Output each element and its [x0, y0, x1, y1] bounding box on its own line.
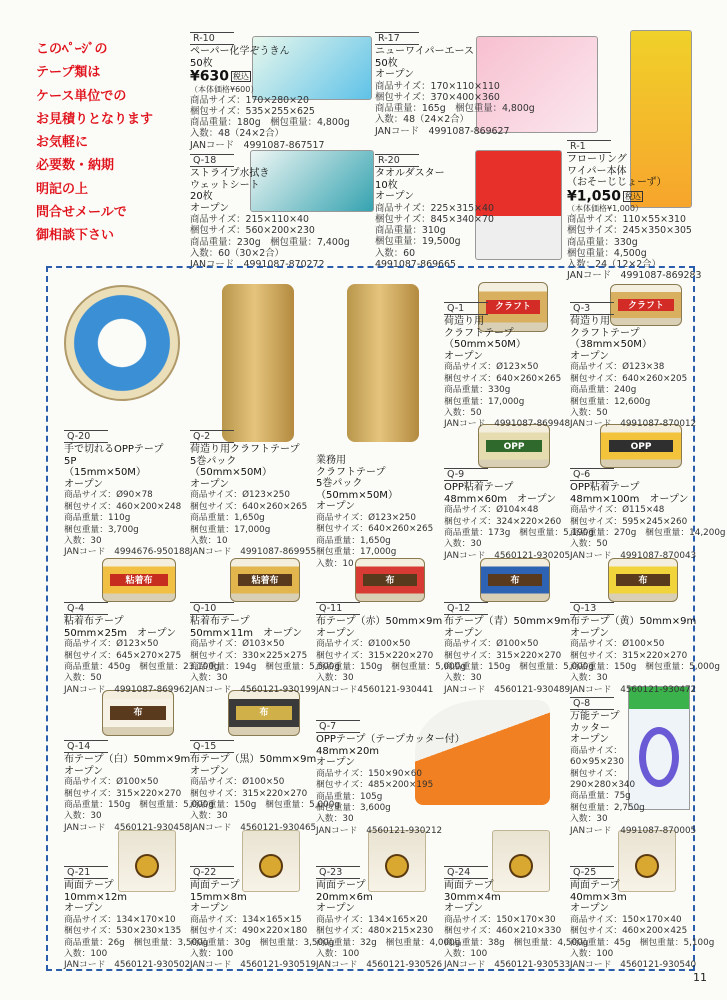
spec-line: 入数：30	[444, 539, 482, 550]
spec-line: 商品サイズ：	[570, 745, 623, 756]
product-code: Q-8	[570, 697, 614, 710]
product-name-line: 50mm×11m オープン	[190, 627, 303, 639]
product-name-line: （50mm×50M）	[444, 339, 526, 351]
product-name-line: 両面テープ	[64, 880, 114, 891]
spec-line: 梱包重量：4,500g	[567, 247, 647, 259]
spec-line: JANコード 4991087-870005	[570, 825, 697, 836]
product-name-line: 荷造り用	[444, 316, 484, 327]
spec-line: 入数：100	[444, 949, 488, 959]
product-name-line: カッター	[570, 722, 610, 734]
product-item	[444, 866, 588, 972]
spec-line: 商品重量：45g 梱包重量：5,100g	[570, 937, 715, 948]
spec-line: 梱包サイズ：480×215×230	[316, 926, 434, 937]
spec-line: 入数：50	[444, 408, 482, 418]
product-name-line: オープン	[375, 69, 415, 80]
product-name-line: 布テープ（黄）50mm×9m	[570, 616, 697, 627]
spec-line: 商品重量：105g	[316, 791, 383, 802]
spec-line: JANコード 4560121-930502	[64, 960, 191, 971]
product-name-line: オープン	[190, 765, 230, 777]
spec-line: 入数：30	[64, 811, 102, 822]
spec-line: 入数：60（30×2合）	[190, 247, 284, 259]
product-name-line: 両面テープ	[444, 880, 494, 891]
spec-line: 入数：30	[190, 673, 228, 684]
product-item	[444, 302, 570, 431]
notice-line: 御相談下さい	[36, 228, 115, 244]
spec-line: 梱包重量：3,700g	[64, 524, 139, 535]
spec-line: JANコード 4560121-930489	[444, 684, 571, 695]
opp-adhesive-tape-60m-image: OPP	[478, 424, 550, 468]
spec-line: 商品サイズ：Ø123×50	[64, 639, 159, 650]
spec-line: 商品サイズ：Ø123×38	[570, 362, 665, 373]
product-name-line: オープン	[570, 350, 610, 362]
product-name-line: 5P	[64, 455, 77, 467]
spec-line: JANコード 4991087-869962	[64, 684, 191, 695]
spec-line: 商品重量：194g 梱包重量：5,500g	[190, 662, 340, 672]
product-code: Q-18	[190, 154, 234, 167]
product-name-line: 5巻パック	[316, 478, 363, 490]
cloth-tape-blue-image: 布	[480, 558, 550, 602]
spec-line: JANコード 4560121-930519	[190, 960, 317, 971]
product-code: Q-15	[190, 740, 234, 753]
spec-line: 商品重量：330g	[444, 385, 511, 396]
spec-line: 290×280×340	[570, 780, 636, 790]
product-name-line: 20枚	[190, 191, 213, 202]
spec-line: 60×95×230	[570, 757, 624, 768]
product-code: Q-13	[570, 602, 614, 615]
spec-line: JANコード 4560121-930472	[570, 684, 697, 695]
product-name-line: 布テープ（青）50mm×9m	[444, 616, 571, 627]
spec-line: 商品サイズ：150×170×40	[570, 914, 682, 925]
spec-line: 商品サイズ：170×280×20	[190, 94, 309, 106]
spec-line: 梱包サイズ：485×200×195	[316, 780, 434, 791]
product-name-line: （50mm×50M）	[190, 467, 272, 479]
spec-line: 梱包サイズ：595×245×260	[570, 516, 688, 527]
spec-line: 商品重量：32g 梱包重量：4,000g	[316, 937, 461, 948]
cloth-tape-25m-image: 粘着布	[102, 558, 176, 602]
product-name-line: OPPテープ（テープカッター付）	[316, 734, 465, 745]
product-code: Q-12	[444, 602, 488, 615]
spec-line: 4991087-869665	[375, 258, 456, 270]
spec-line: 梱包サイズ：560×200×230	[190, 225, 315, 237]
spec-line: 商品サイズ：225×315×40	[375, 202, 494, 214]
product-item	[570, 697, 696, 837]
spec-line: 梱包重量：12,600g	[570, 396, 651, 407]
product-name-line: 10枚	[375, 179, 398, 191]
spec-line: JANコード 4560121-930458	[64, 822, 191, 833]
product-name-line: ストライプ水拭き	[190, 168, 270, 179]
spec-line: 商品重量：1,650g	[190, 513, 265, 524]
spec-line: 商品重量：26g 梱包重量：3,500g	[64, 937, 209, 948]
spec-line: 商品重量：230g 梱包重量：7,400g	[190, 236, 350, 248]
spec-line: 商品サイズ：134×165×20	[316, 914, 428, 925]
notice-line: このﾍﾟｰｼﾞの	[36, 42, 108, 57]
cloth-tape-white-image: 布	[102, 690, 174, 736]
product-item	[316, 866, 460, 972]
cloth-tape-red-image: 布	[355, 558, 425, 602]
product-item	[570, 602, 720, 696]
spec-line: 入数：30	[570, 814, 608, 825]
spec-line: 入数：100	[64, 949, 108, 959]
spec-line: 入数：100	[190, 949, 234, 959]
spec-line: 商品重量：310g	[375, 225, 446, 237]
product-name-line: 48mm×20m	[316, 745, 380, 757]
product-name-line: 荷造り用	[570, 316, 610, 327]
product-name-line: 30mm×4m	[444, 891, 501, 903]
spec-line: 商品重量：330g	[567, 236, 638, 248]
product-name-line: 48mm×100m オープン	[570, 493, 689, 505]
product-code: Q-21	[64, 866, 108, 879]
spec-line: 梱包サイズ：845×340×70	[375, 213, 494, 225]
tax-badge: 税込	[625, 191, 642, 201]
product-name-line: オープン	[64, 765, 104, 777]
spec-line: JANコード 4560121-930212	[316, 825, 443, 836]
spec-line: 梱包サイズ：330×225×275	[190, 650, 308, 661]
spec-line: 入数：48（24×2合）	[190, 128, 284, 140]
product-code: Q-4	[64, 602, 108, 615]
product-name-line: オープン	[570, 627, 610, 639]
product-name-line: ウェットシート	[190, 179, 260, 191]
product-code: R-20	[375, 154, 419, 167]
notice-line: ケース単位での	[36, 88, 127, 104]
spec-line: JANコード 4991087-869948	[444, 419, 571, 430]
product-item	[375, 32, 535, 137]
product-code: Q-23	[316, 866, 360, 879]
spec-line: 商品サイズ：215×110×40	[190, 214, 309, 225]
product-price	[190, 69, 350, 85]
product-name-line: 40mm×3m	[570, 891, 627, 903]
spec-line: JANコード 4560121-930205	[444, 550, 571, 561]
product-code: Q-11	[316, 602, 360, 615]
spec-line: JANコード 4991087-869955	[190, 547, 317, 558]
product-name-line: クラフトテープ	[316, 466, 386, 478]
product-name-line: オープン	[444, 903, 484, 915]
product-name-line: オープン	[64, 903, 104, 915]
price-before-tax: （本体価格¥1,000）	[567, 204, 643, 213]
product-code: R-17	[375, 32, 419, 45]
spec-line: 商品サイズ：Ø104×48	[444, 505, 539, 516]
product-name-line: 50枚	[375, 57, 398, 69]
spec-line: 梱包サイズ：535×255×625	[190, 105, 315, 117]
spec-line: 梱包サイズ：530×230×135	[64, 926, 182, 937]
spec-line: JANコード4560121-930441	[316, 684, 434, 695]
spec-line: 梱包サイズ：460×210×330	[444, 926, 562, 937]
product-code: Q-1	[444, 302, 488, 315]
spec-line: 梱包サイズ：460×200×248	[64, 501, 182, 512]
product-name-line: 15mm×8m	[190, 891, 247, 903]
spec-line: 商品サイズ：150×170×30	[444, 914, 556, 925]
spec-line: 商品重量：1,650g	[316, 535, 391, 546]
product-name-line: オープン	[190, 202, 230, 214]
spec-line: 商品サイズ：Ø100×50	[444, 639, 539, 650]
product-name-line: 50mm×25m オープン	[64, 627, 177, 639]
spec-line: 商品重量：240g	[570, 385, 637, 396]
spec-line: 入数：60	[375, 247, 416, 259]
spec-line: 梱包重量：3,600g	[316, 803, 391, 813]
spec-line: 梱包重量：19,500g	[375, 236, 461, 248]
spec-line: 梱包サイズ：324×220×260	[444, 516, 562, 527]
product-name-line: オープン	[570, 734, 610, 746]
product-name-line: 両面テープ	[316, 880, 366, 891]
spec-line: JANコード 4994676-950188	[64, 547, 191, 558]
product-item	[190, 866, 334, 972]
product-name-line: オープン	[570, 903, 610, 915]
spec-line: 商品重量：150g 梱包重量：5,000g	[570, 662, 720, 672]
product-name-line: （38mm×50M）	[570, 339, 652, 351]
product-name-line: 5巻パック	[190, 455, 237, 467]
product-name-line: 万能テープ	[570, 711, 620, 722]
product-item	[375, 154, 494, 270]
product-name-line: OPP粘着テープ	[444, 482, 514, 493]
spec-line: 梱包重量：2,750g	[570, 802, 645, 813]
product-name-line: 荷造り用クラフトテープ	[190, 444, 300, 455]
product-name-line: タオルダスター	[375, 168, 445, 179]
product-item	[190, 430, 316, 559]
product-name-line: オープン	[375, 191, 415, 202]
cloth-tape-yellow-image: 布	[608, 558, 678, 602]
spec-line: 入数：50	[570, 539, 608, 550]
product-name-line: 両面テープ	[190, 880, 240, 891]
spec-line: 梱包サイズ：640×260×205	[570, 373, 688, 384]
product-code: Q-2	[190, 430, 234, 443]
spec-line: 入数：30	[190, 811, 228, 822]
spec-line: 梱包サイズ：645×270×275	[64, 650, 182, 661]
price-value: ¥630	[190, 68, 229, 85]
cloth-tape-11m-image: 粘着布	[230, 558, 300, 602]
spec-line: JANコード 4991087-870043	[570, 550, 697, 561]
spec-line: JANコード 4991087-870272	[190, 259, 325, 271]
product-name-line: （15mm×50M）	[64, 467, 146, 479]
product-code: Q-7	[316, 720, 360, 733]
product-name-line: 布テープ（黒）50mm×9m	[190, 754, 317, 765]
spec-line: 梱包サイズ：245×350×305	[567, 225, 692, 237]
spec-line: 梱包サイズ：	[570, 768, 623, 779]
product-name-line: 布テープ（赤）50mm×9m	[316, 616, 443, 627]
product-name-line: （おそーじじょーず）	[567, 177, 667, 188]
spec-line: 入数：30	[64, 536, 102, 546]
product-code: R-10	[190, 32, 234, 45]
product-code: Q-6	[570, 468, 614, 481]
spec-line: 梱包重量：17,000g	[190, 524, 271, 535]
product-name-line: オープン	[316, 903, 356, 915]
product-name-line: オープン	[190, 903, 230, 915]
product-name-line: オープン	[316, 757, 356, 769]
product-name-line: オープン	[444, 627, 484, 639]
spec-line: 梱包サイズ：460×200×425	[570, 926, 688, 937]
spec-line: 入数：30	[316, 673, 354, 684]
product-name-line: OPP粘着テープ	[570, 482, 640, 493]
spec-line: 商品サイズ：Ø90×78	[64, 490, 153, 501]
spec-line: 商品重量：150g 梱包重量：5,000g	[444, 662, 594, 672]
kraft-tape-5pack-image	[222, 284, 294, 442]
product-item	[64, 866, 208, 972]
spec-line: 入数：50	[570, 408, 608, 418]
spec-line: 梱包サイズ：315×220×270	[190, 788, 308, 799]
spec-line: 梱包重量：17,000g	[316, 547, 397, 558]
product-code: Q-3	[570, 302, 614, 315]
spec-line: 梱包サイズ：640×260×265	[444, 373, 562, 384]
kraft-tape-50mm-image: クラフト	[478, 282, 548, 332]
spec-line: 商品重量：110g	[64, 513, 131, 524]
spec-line: JANコード 4560121-930199	[190, 684, 317, 695]
product-name-line: 50枚	[190, 57, 213, 69]
spec-line: 商品重量：150g 梱包重量：5,000g	[190, 800, 340, 810]
product-name-line: 20mm×6m	[316, 891, 373, 903]
spec-line: JANコード 4560121-930465	[190, 822, 317, 833]
product-name-line: 48mm×60m オープン	[444, 493, 557, 505]
product-name-line: （50mm×50M）	[316, 489, 398, 501]
product-name-line: 粘着布テープ	[64, 616, 124, 627]
product-item	[64, 430, 190, 559]
page-number: 11	[693, 971, 707, 984]
product-item	[316, 455, 433, 570]
spec-line: 商品重量：180g 梱包重量：4,800g	[190, 117, 350, 129]
product-name-line: 布テープ（白）50mm×9m	[64, 754, 191, 765]
notice-line: お気軽に	[36, 135, 89, 151]
product-name-line: 手で切れるOPPテープ	[64, 444, 164, 455]
spec-line: 商品重量：150g 梱包重量：5,000g	[316, 662, 466, 672]
spec-line: 入数：50	[64, 673, 102, 684]
product-code: Q-20	[64, 430, 108, 443]
product-name-line: ワイパー本体	[567, 165, 627, 177]
product-name-line: 10mm×12m	[64, 891, 128, 903]
spec-line: 梱包重量：17,000g	[444, 396, 525, 407]
tax-badge: 税込	[232, 72, 249, 81]
spec-line: 商品サイズ：Ø115×48	[570, 505, 665, 516]
price-before-tax: （本体価格¥600）	[190, 84, 259, 94]
product-name-line: 両面テープ	[570, 880, 620, 891]
product-name-line: オープン	[316, 501, 356, 513]
notice-line: お見積りとなります	[36, 111, 154, 127]
product-item	[190, 154, 350, 270]
spec-line: 入数：48（24×2合）	[375, 114, 469, 126]
product-code: R-1	[567, 140, 611, 153]
product-name-line: クラフトテープ	[570, 327, 640, 339]
opp-tape-roll-image	[64, 285, 180, 401]
spec-line: 梱包サイズ：640×260×265	[190, 501, 308, 512]
spec-line: 商品重量：75g	[570, 791, 631, 802]
spec-line: 梱包サイズ：315×220×270	[316, 650, 434, 661]
product-item	[190, 32, 350, 151]
spec-line: 商品サイズ：Ø100×50	[64, 777, 159, 788]
spec-line: 梱包サイズ：315×220×270	[64, 788, 182, 799]
product-name-line: ペーパー化学ぞうきん	[190, 46, 290, 57]
spec-line: JANコード 4991087-870012	[570, 419, 697, 430]
spec-line: 梱包サイズ：315×220×270	[444, 650, 562, 661]
inquiry-notice	[36, 38, 186, 248]
notice-line: 必要数・納期	[36, 158, 115, 174]
product-price	[567, 189, 701, 205]
spec-line: 商品サイズ：110×55×310	[567, 214, 686, 225]
spec-line: 商品サイズ：Ø100×50	[316, 639, 411, 650]
product-code: Q-24	[444, 866, 488, 879]
kraft-tape-38mm-image: クラフト	[610, 284, 682, 326]
spec-line: 商品サイズ：150×90×60	[316, 768, 422, 779]
product-item	[567, 140, 701, 282]
spec-line: 商品サイズ：134×170×10	[64, 914, 176, 925]
spec-line: 入数：30	[444, 673, 482, 684]
spec-line: 入数：30	[570, 673, 608, 684]
spec-line: 梱包サイズ：640×260×265	[316, 524, 434, 535]
spec-line: 梱包サイズ：490×220×180	[190, 926, 308, 937]
product-code: Q-25	[570, 866, 614, 879]
product-name-line: オープン	[316, 627, 356, 639]
cloth-tape-black-image: 布	[228, 690, 300, 736]
product-name-line: オープン	[444, 350, 484, 362]
product-name-line: オープン	[190, 478, 230, 490]
product-code: Q-9	[444, 468, 488, 481]
product-name-line: ニューワイパーエース	[375, 46, 474, 57]
spec-line: 商品重量：450g 梱包重量：23,100g	[64, 662, 220, 672]
spec-line: 商品サイズ：Ø100×50	[570, 639, 665, 650]
product-name-line: クラフトテープ	[444, 327, 514, 339]
spec-line: 入数：10	[316, 558, 354, 569]
spec-line: 入数：100	[570, 949, 614, 959]
spec-line: JANコード 4560121-930526	[316, 960, 443, 971]
price-value: ¥1,050	[567, 188, 622, 204]
industrial-kraft-tape-5pack-image	[347, 284, 419, 442]
product-name-line: フローリング	[567, 154, 627, 165]
notice-line: 明記の上	[36, 181, 89, 197]
spec-line: 入数：100	[316, 949, 360, 959]
spec-line: JANコード 4560121-930533	[444, 960, 571, 971]
spec-line: 商品サイズ：134×165×15	[190, 914, 302, 925]
spec-line: 入数：30	[316, 814, 354, 825]
spec-line: 商品サイズ：Ø123×50	[444, 362, 539, 373]
product-name-line: 粘着布テープ	[190, 616, 250, 627]
spec-line: 商品重量：38g 梱包重量：4,500g	[444, 937, 589, 948]
spec-line: 梱包サイズ：315×220×270	[570, 650, 688, 661]
product-item	[570, 866, 714, 972]
spec-line: 商品重量：30g 梱包重量：3,500g	[190, 937, 335, 948]
spec-line: 商品サイズ：Ø123×250	[190, 490, 290, 501]
opp-adhesive-tape-100m-image: OPP	[600, 424, 682, 468]
product-code: Q-14	[64, 740, 108, 753]
product-code: Q-22	[190, 866, 234, 879]
spec-line: JANコード 4991087-869283	[567, 270, 702, 282]
spec-line: 商品重量：165g 梱包重量：4,800g	[375, 103, 535, 115]
product-item	[570, 302, 696, 431]
spec-line: 商品サイズ：Ø100×50	[190, 777, 285, 788]
product-code: Q-10	[190, 602, 234, 615]
spec-line: JANコード 4991087-867517	[190, 139, 325, 151]
spec-line: 商品重量：173g 梱包重量：5,190g	[444, 528, 594, 538]
product-item	[316, 720, 465, 837]
spec-line: JANコード 4560121-930540	[570, 960, 697, 971]
spec-line: 商品サイズ：170×110×110	[375, 80, 500, 92]
spec-line: 商品重量：270g 梱包重量：14,200g	[570, 528, 726, 538]
spec-line: 商品サイズ：Ø123×250	[316, 512, 416, 523]
product-name-line: 業務用	[316, 455, 346, 466]
notice-line: テープ類は	[36, 65, 101, 81]
spec-line: JANコード 4991087-869627	[375, 125, 510, 137]
spec-line: 梱包サイズ：370×400×360	[375, 91, 500, 103]
notice-line: 問合せメールで	[36, 205, 127, 221]
spec-line: 商品重量：150g 梱包重量：5,000g	[64, 800, 214, 810]
spec-line: 商品サイズ：Ø103×50	[190, 639, 285, 650]
product-name-line: オープン	[64, 478, 104, 490]
spec-line: 入数：24（12×2合）	[567, 259, 661, 271]
spec-line: 入数：10	[190, 536, 228, 546]
product-item	[570, 468, 726, 562]
